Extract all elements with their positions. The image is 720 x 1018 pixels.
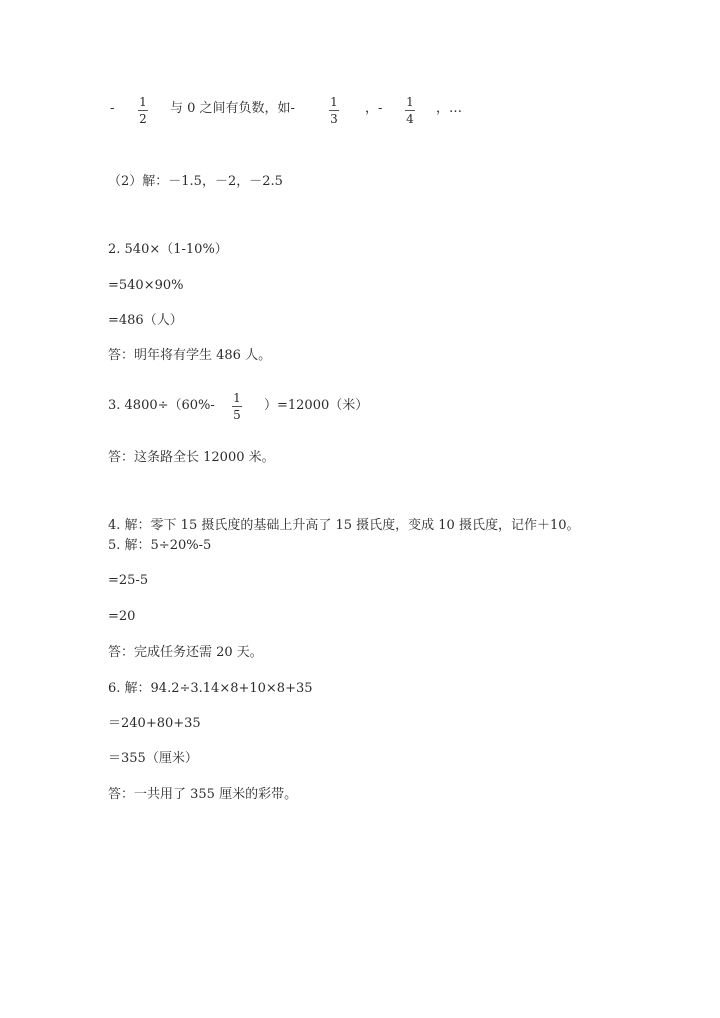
fraction-bar xyxy=(329,110,339,111)
fraction-bar xyxy=(405,110,415,111)
q2-line3: =486（人） xyxy=(108,313,183,328)
fraction-numerator: 1 xyxy=(233,391,241,405)
fraction-denominator: 4 xyxy=(406,112,414,126)
q3-answer: 答：这条路全长 12000 米。 xyxy=(108,450,275,465)
q5-line2: =25-5 xyxy=(108,573,149,588)
row1-separator: ，- xyxy=(365,101,383,116)
fraction-one-quarter xyxy=(403,95,417,126)
q5-line1: 5. 解：5÷20%-5 xyxy=(108,538,212,553)
q2-answer: 答：明年将有学生 486 人。 xyxy=(108,348,272,363)
fraction-one-half xyxy=(136,95,150,126)
q3-prefix: 3. 4800÷（60%- xyxy=(108,398,215,413)
fraction-bar xyxy=(232,406,242,407)
fraction-numerator: 1 xyxy=(139,95,147,109)
row1-ellipsis: ，… xyxy=(436,101,463,116)
q6-line1: 6. 解：94.2÷3.14×8+10×8+35 xyxy=(108,681,313,696)
row1-text: 与 0 之间有负数，如- xyxy=(170,101,295,116)
q4-answer: 4. 解：零下 15 摄氏度的基础上升高了 15 摄氏度，变成 10 摄氏度，记作＋10。 xyxy=(108,518,580,533)
part2-answer: （2）解：－1.5，－2，－2.5 xyxy=(108,174,283,189)
q2-line2: =540×90% xyxy=(108,278,184,293)
fraction-denominator: 5 xyxy=(233,408,241,422)
minus-sign: - xyxy=(110,101,115,116)
q6-answer: 答：一共用了 355 厘米的彩带。 xyxy=(108,787,298,802)
fraction-denominator: 3 xyxy=(330,112,338,126)
fraction-one-fifth xyxy=(230,391,244,422)
q5-line3: =20 xyxy=(108,609,136,624)
fraction-denominator: 2 xyxy=(139,112,147,126)
q5-answer: 答：完成任务还需 20 天。 xyxy=(108,645,263,660)
q3-suffix: ）=12000（米） xyxy=(264,398,369,413)
q2-line1: 2. 540×（1-10%） xyxy=(108,242,228,257)
fraction-numerator: 1 xyxy=(330,95,338,109)
fraction-numerator: 1 xyxy=(406,95,414,109)
fraction-one-third xyxy=(327,95,341,126)
q6-line2: ＝240+80+35 xyxy=(108,716,201,731)
q6-line3: ＝355（厘米） xyxy=(108,751,198,766)
fraction-bar xyxy=(138,110,148,111)
